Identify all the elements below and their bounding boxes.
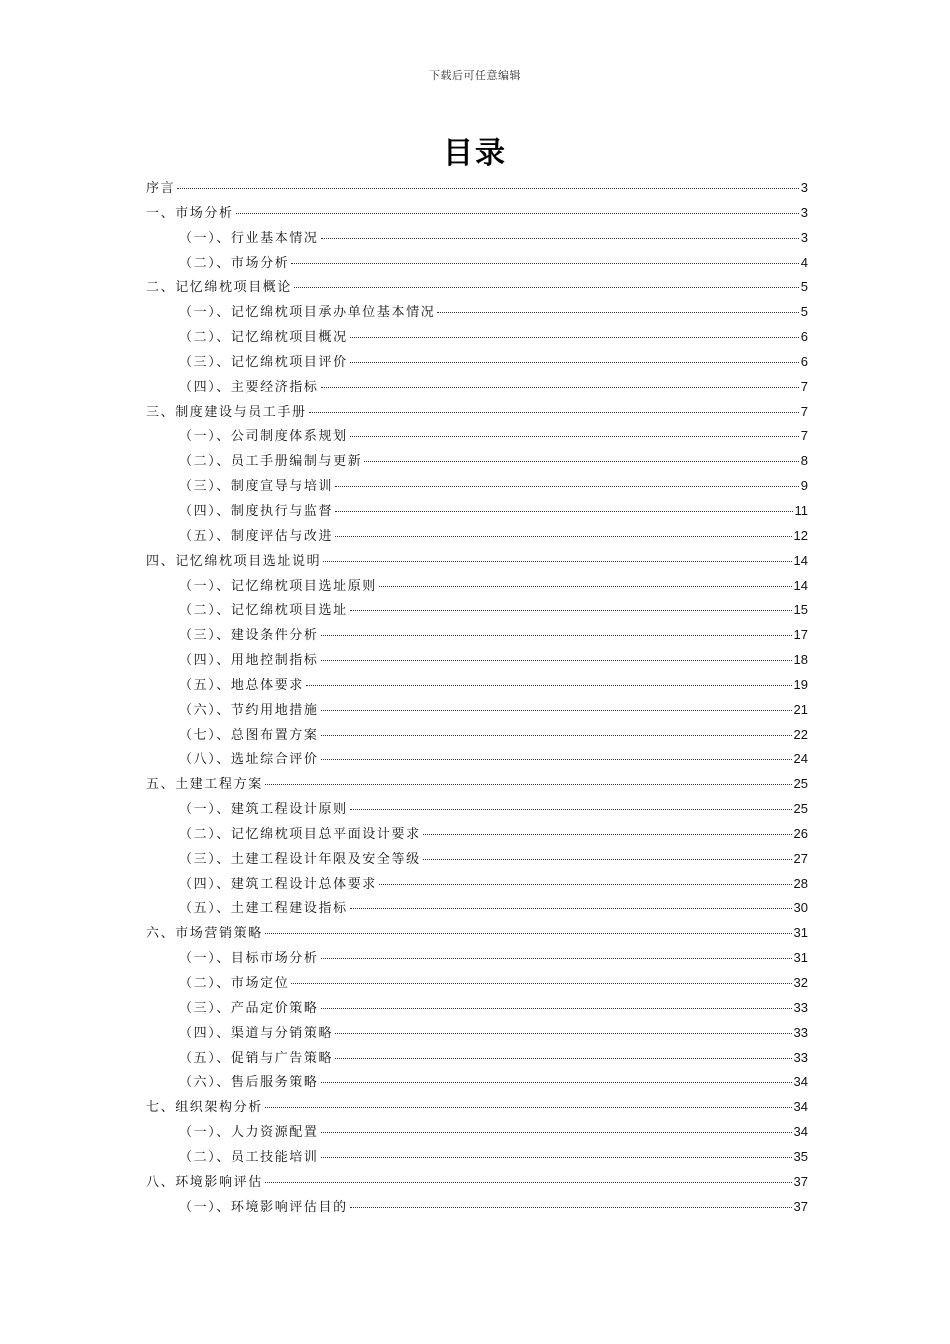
toc-title: 目录 [443,136,507,171]
toc-entry-page-number: 9 [800,478,808,494]
toc-entry-title: （二）、记忆绵枕项目总平面设计要求 [179,826,421,842]
toc-entry-title: 一、市场分析 [146,205,234,221]
toc-entry-page-number: 33 [793,999,808,1015]
toc-entry[interactable] [146,549,808,574]
toc-entry[interactable] [146,176,808,201]
toc-entry-page-number: 5 [800,279,808,295]
toc-entry-page-number: 7 [800,403,808,419]
toc-entry-page-number: 19 [793,676,808,692]
toc-entry-page-number: 8 [800,453,808,469]
toc-entry[interactable] [146,574,808,599]
dot-leader [350,908,792,909]
toc-entry[interactable] [146,300,808,325]
toc-entry[interactable] [146,598,808,623]
dot-leader [321,387,799,388]
toc-entry-title: （三）、产品定价策略 [179,1000,319,1016]
dot-leader [321,1082,792,1083]
dot-leader [423,859,792,860]
toc-entry-page-number: 6 [800,353,808,369]
toc-entry-title: （三）、记忆绵枕项目评价 [179,354,348,370]
toc-entry[interactable] [146,971,808,996]
toc-entry[interactable] [146,1170,808,1195]
dot-leader [321,1008,792,1009]
toc-entry[interactable] [146,1070,808,1095]
toc-entry-page-number: 33 [793,1024,808,1040]
toc-entry-title: （三）、建设条件分析 [179,628,319,644]
toc-entry[interactable] [146,474,808,499]
toc-entry-title: 七、组织架构分析 [146,1100,263,1116]
dot-leader [335,486,799,487]
dot-leader [423,834,792,835]
toc-entry[interactable] [146,723,808,748]
dot-leader [437,312,798,313]
toc-entry[interactable] [146,623,808,648]
dot-leader [236,213,799,214]
toc-entry-page-number: 34 [793,1074,808,1090]
toc-entry-page-number: 7 [800,378,808,394]
toc-entry-title: （一）、建筑工程设计原则 [179,802,348,818]
toc-entry-page-number: 33 [793,1049,808,1065]
toc-entry-page-number: 27 [793,850,808,866]
toc-entry-page-number: 34 [793,1124,808,1140]
dot-leader [321,710,792,711]
dot-leader [379,884,792,885]
toc-entry-page-number: 24 [793,751,808,767]
toc-entry[interactable] [146,1145,808,1170]
toc-entry[interactable] [146,201,808,226]
dot-leader [350,436,799,437]
toc-entry-title: （四）、渠道与分销策略 [179,1025,334,1041]
toc-entry[interactable] [146,648,808,673]
toc-entry-page-number: 25 [793,776,808,792]
dot-leader [294,287,799,288]
toc-entry-title: （四）、建筑工程设计总体要求 [179,876,377,892]
toc-entry[interactable] [146,847,808,872]
dot-leader [335,536,791,537]
dot-leader [321,759,792,760]
toc-entry-title: （一）、人力资源配置 [179,1125,319,1141]
toc-entry-page-number: 18 [793,652,808,668]
dot-leader [364,461,798,462]
toc-entry[interactable] [146,896,808,921]
dot-leader [265,933,792,934]
toc-entry-page-number: 14 [793,577,808,593]
toc-entry-title: （八）、选址综合评价 [179,752,319,768]
toc-entry-title: （一）、公司制度体系规划 [179,429,348,445]
toc-entry-title: （二）、员工技能培训 [179,1149,319,1165]
toc-entry-title: （一）、记忆绵枕项目选址原则 [179,578,377,594]
toc-entry-title: （三）、制度宣导与培训 [179,479,334,495]
dot-leader [350,809,792,810]
dot-leader [265,784,792,785]
dot-leader [335,1033,791,1034]
dot-leader [350,362,799,363]
toc-entry-page-number: 3 [800,204,808,220]
toc-entry-title: （五）、制度评估与改进 [179,528,334,544]
dot-leader [321,735,792,736]
toc-entry[interactable] [146,275,808,300]
toc-entry-page-number: 5 [800,304,808,320]
dot-leader [177,188,799,189]
toc-entry[interactable] [146,822,808,847]
toc-entry[interactable] [146,424,808,449]
toc-entry-title: 二、记忆绵枕项目概论 [146,280,293,296]
toc-entry[interactable] [146,325,808,350]
toc-entry[interactable] [146,226,808,251]
toc-entry[interactable] [146,698,808,723]
dot-leader [321,958,792,959]
toc-entry-page-number: 34 [793,1099,808,1115]
toc-entry[interactable] [146,375,808,400]
toc-entry[interactable] [146,1195,808,1220]
toc-entry-page-number: 12 [793,527,808,543]
toc-entry[interactable] [146,772,808,797]
toc-entry-title: 三、制度建设与员工手册 [146,404,307,420]
toc-entry-page-number: 3 [800,180,808,195]
toc-entry-title: 四、记忆绵枕项目选址说明 [146,553,322,569]
dot-leader [321,660,792,661]
toc-entry[interactable] [146,524,808,549]
toc-entry-page-number: 31 [793,925,808,941]
dot-leader [321,1157,792,1158]
toc-entry[interactable] [146,1021,808,1046]
toc-entry-page-number: 30 [793,900,808,916]
dot-leader [321,238,799,239]
dot-leader [265,1107,792,1108]
toc-entry-page-number: 14 [793,552,808,568]
toc-entry-page-number: 26 [793,825,808,841]
toc-entry-title: （六）、售后服务策略 [179,1075,319,1091]
toc-entry[interactable] [146,449,808,474]
toc-entry-title: （五）、促销与广告策略 [179,1050,334,1066]
toc-entry-page-number: 17 [793,627,808,643]
toc-entry-page-number: 21 [793,701,808,717]
toc-entry-page-number: 28 [793,875,808,891]
toc-entry-title: （七）、总图布置方案 [179,727,319,743]
dot-leader [350,337,799,338]
toc-entry-title: （五）、地总体要求 [179,677,304,693]
toc-entry-title: （二）、记忆绵枕项目概况 [179,330,348,346]
toc-entry-title: 五、土建工程方案 [146,777,263,793]
toc-entry-page-number: 31 [793,950,808,966]
toc-entry-title: （六）、节约用地措施 [179,702,319,718]
toc-entry-title: 八、环境影响评估 [146,1174,263,1190]
page-header-note: 下载后可任意编辑 [429,69,521,82]
toc-entry[interactable] [146,350,808,375]
toc-entry-page-number: 7 [800,428,808,444]
dot-leader [335,511,792,512]
toc-entry[interactable] [146,251,808,276]
toc-entry-title: （二）、市场分析 [179,255,290,271]
toc-entry[interactable] [146,747,808,772]
toc-entry-page-number: 22 [793,726,808,742]
dot-leader [309,412,799,413]
toc-entry-title: （二）、市场定位 [179,976,290,991]
dot-leader [265,1182,792,1183]
toc-entry-title: （四）、制度执行与监督 [179,503,334,519]
toc-entry-title: （一）、环境影响评估目的 [179,1199,348,1215]
dot-leader [291,263,798,264]
toc-entry[interactable] [146,400,808,425]
toc-entry-title: 序言 [146,181,176,196]
toc-entry-page-number: 35 [793,1148,808,1164]
toc-entry-title: （一）、记忆绵枕项目承办单位基本情况 [179,305,436,321]
dot-leader [350,610,792,611]
toc-entry[interactable] [146,673,808,698]
dot-leader [306,685,792,686]
dot-leader [335,1058,791,1059]
toc-entry[interactable] [146,946,808,971]
toc-entry-page-number: 32 [793,975,808,990]
toc-entry-title: （五）、土建工程建设指标 [179,901,348,917]
toc-entry[interactable] [146,1046,808,1071]
toc-entry-title: （三）、土建工程设计年限及安全等级 [179,851,421,867]
toc-entry[interactable] [146,797,808,822]
toc-list [146,176,808,1219]
toc-entry-title: （二）、员工手册编制与更新 [179,454,363,470]
toc-entry-title: （四）、主要经济指标 [179,379,319,395]
toc-entry-page-number: 4 [800,254,808,270]
toc-entry-page-number: 11 [794,502,808,518]
toc-entry[interactable] [146,499,808,524]
toc-entry-page-number: 25 [793,801,808,817]
dot-leader [321,635,792,636]
toc-entry-title: （四）、用地控制指标 [179,653,319,669]
toc-entry[interactable] [146,1120,808,1145]
dot-leader [323,561,791,562]
dot-leader [291,983,791,984]
toc-entry[interactable] [146,921,808,946]
dot-leader [350,1207,792,1208]
toc-entry-title: （一）、行业基本情况 [179,230,319,246]
toc-entry[interactable] [146,1095,808,1120]
toc-entry-page-number: 15 [793,602,808,618]
toc-entry-title: 六、市场营销策略 [146,926,263,942]
dot-leader [379,586,792,587]
toc-entry[interactable] [146,996,808,1021]
toc-entry-page-number: 37 [793,1173,808,1189]
toc-entry-title: （一）、目标市场分析 [179,951,319,967]
toc-entry-title: （二）、记忆绵枕项目选址 [179,603,348,619]
toc-entry-page-number: 3 [800,229,808,245]
toc-entry[interactable] [146,872,808,897]
dot-leader [321,1132,792,1133]
toc-entry-page-number: 37 [793,1198,808,1214]
toc-entry-page-number: 6 [800,329,808,345]
